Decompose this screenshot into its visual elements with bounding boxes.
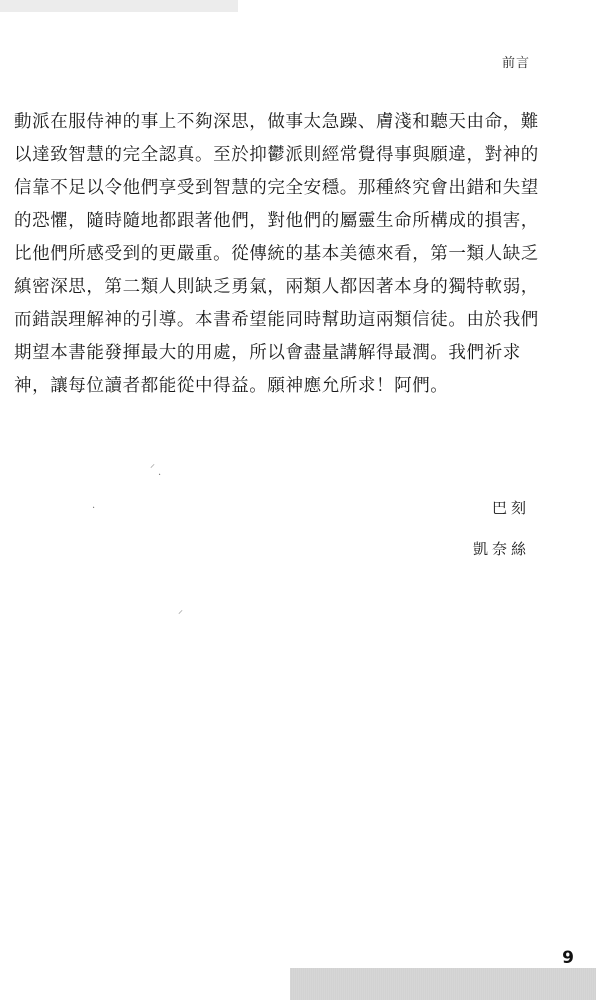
text-line: 的恐懼，隨時隨地都跟著他們，對他們的屬靈生命所構成的損害， [14, 211, 539, 231]
signature-author-1: 巴刻 [491, 499, 530, 517]
running-header: 前言 [501, 56, 530, 71]
scan-speck: · [92, 503, 96, 514]
scan-speck: · [158, 470, 162, 481]
text-line: 期望本書能發揮最大的用處，所以會盡量講解得最潤。我們祈求 [14, 343, 521, 363]
footer-band [290, 968, 596, 1000]
text-line: 縝密深思，第二類人則缺乏勇氣，兩類人都因著本身的獨特軟弱， [14, 277, 539, 297]
top-scan-strip [0, 0, 238, 12]
signature-author-2: 凱奈絲 [472, 540, 530, 558]
page-number: 9 [562, 948, 574, 968]
text-line: 而錯誤理解神的引導。本書希望能同時幫助這兩類信徒。由於我們 [14, 310, 539, 330]
text-line: 信靠不足以令他們享受到智慧的完全安穩。那種終究會出錯和失望 [14, 178, 539, 198]
text-line: 以達致智慧的完全認真。至於抑鬱派則經常覺得事與願違，對神的 [14, 145, 539, 165]
scan-speck: ⸝ [150, 459, 155, 470]
text-line: 比他們所感受到的更嚴重。從傳統的基本美德來看，第一類人缺乏 [14, 244, 539, 264]
text-line: 動派在服侍神的事上不夠深思，做事太急躁、膚淺和聽天由命，難 [14, 112, 539, 132]
text-line: 神，讓每位讀者都能從中得益。願神應允所求！阿們。 [14, 376, 449, 396]
scan-speck: ⸝ [178, 605, 183, 616]
body-text [14, 106, 538, 403]
